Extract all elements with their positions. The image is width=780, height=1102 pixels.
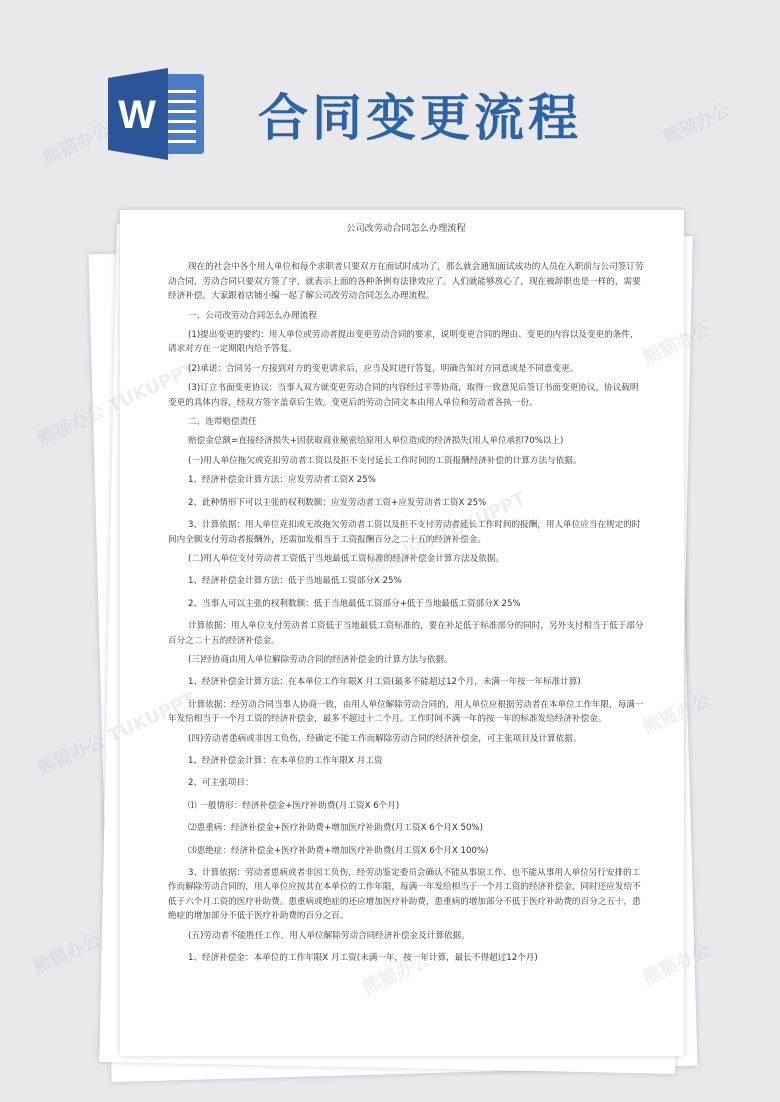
paragraph: 2、当事人可以主张的权利数额：低于当地最低工资部分+低于当地最低工资部分X 25% bbox=[188, 598, 521, 609]
paragraph: ⑶患绝症：经济补偿金+医疗补助费+增加医疗补助费(月工资X 6个月X 100%) bbox=[188, 845, 489, 856]
watermark: 熊猫办公 bbox=[34, 730, 109, 781]
paragraph: ⑴ 一般情形：经济补偿金+医疗补助费(月工资X 6个月) bbox=[188, 800, 400, 811]
paragraph: 计算依据：经劳动合同当事人协商一致，由用人单位解除劳动合同的，用人单位应根据劳动者在本单位工作年限，每满一年发给相当于一个月工资的经济补偿金，最多不超过十二个月。工作时间不满一年的按一年的标准发给经济补偿金。 bbox=[168, 699, 644, 725]
word-icon bbox=[108, 68, 208, 160]
paragraph: (四)劳动者患病或非因工负伤，经确定不能工作而解除劳动合同的经济补偿金，可主张项目及计算依据。 bbox=[188, 733, 582, 744]
document-body bbox=[168, 222, 644, 970]
paragraph: 2、可主张项目： bbox=[188, 778, 254, 789]
paragraph: (二)用人单位支付劳动者工资低于当地最低工资标准的经济补偿金计算方法及依据。 bbox=[188, 553, 505, 564]
paragraph: 1、经济补偿金计算方法：低于当地最低工资部分X 25% bbox=[188, 576, 402, 587]
word-logo-letter: W bbox=[118, 93, 156, 137]
paragraph: 3、计算依据：劳动者患病或者非因工负伤，经劳动鉴定委员会确认不能从事原工作、也不能从事用人单位另行安排的工作而解除劳动合同的，用人单位应按其在本单位的工作年限，每满一年发给相当于一个月工资的经济补偿金，同时还应发给不低于六个月工资的医疗补助费。患重病或绝症的还应增加医疗补助费，患重病的增加部分不低于医疗补助费的百分之五十，患绝症的增加部分不低于医疗补助费的百分之百。 bbox=[168, 868, 641, 922]
paragraph: (三)经协商由用人单位解除劳动合同的经济补偿金的计算方法与依据。 bbox=[188, 654, 453, 665]
watermark: 熊猫办公 bbox=[29, 929, 104, 980]
document-title: 公司改劳动合同怎么办理流程 bbox=[346, 223, 466, 234]
section-heading: 一、公司改劳动合同怎么办理流程 bbox=[188, 310, 317, 321]
paragraph: 计算依据：用人单位支付劳动者工资低于当地最低工资标准的，要在补足低于标准部分的同时，另外支付相当于低于部分百分之二十五的经济补偿金。 bbox=[168, 621, 644, 646]
header bbox=[0, 0, 780, 185]
paragraph: 2、此种情形下可以主张的权利数额：应发劳动者工资+应发劳动者工资X 25% bbox=[188, 497, 487, 508]
watermark: 熊猫办公 bbox=[659, 99, 734, 150]
paragraph: 1、经济补偿金计算方法：在本单位工作年限X 月工资(最多不能超过12个月，未满一年按一年标准计算) bbox=[188, 677, 581, 688]
paragraph: ⑵患重病：经济补偿金+医疗补助费+增加医疗补助费(月工资X 6个月X 50%) bbox=[188, 823, 483, 834]
section-heading: 二、连带赔偿责任 bbox=[188, 417, 257, 428]
paragraph: (一)用人单位拖欠或克扣劳动者工资以及拒不支付延长工作时间的工资报酬经济补偿的计算方法与依据。 bbox=[188, 455, 582, 466]
paragraph: (1)提出变更的要约：用人单位或劳动者提出变更劳动合同的要求，说明变更合同的理由、变更的内容以及变更的条件，请求对方在一定期限内给予答复。 bbox=[168, 330, 639, 355]
paragraph: (五)劳动者不能胜任工作，用人单位解除劳动合同经济补偿金及计算依据。 bbox=[188, 930, 470, 941]
watermark: 熊猫办公 bbox=[39, 119, 114, 170]
page-title: 合同变更流程 bbox=[258, 88, 582, 147]
paragraph: 1、经济补偿金：本单位的工作年限X 月工资(未满一年，按一年计算，最长不得超过12个月) bbox=[188, 953, 538, 964]
paragraph: (3)订立书面变更协议：当事人双方就变更劳动合同的内容经过平等协商，取得一致意见后签订书面变更协议，协议载明变更的具体内容，经双方签字盖章后生效。变更后的劳动合同文本由用人单位和劳动者各执一份。 bbox=[168, 383, 639, 408]
paragraph: 赔偿金总额=直接经济损失+因获取商业秘密给原用人单位造成的经济损失(用人单位承担70%以上) bbox=[188, 436, 564, 447]
watermark: 熊猫办公 bbox=[34, 400, 109, 451]
paragraph: 1、经济补偿金计算方法：应发劳动者工资X 25% bbox=[188, 475, 376, 486]
intro-paragraph: 现在的社会中各个用人单位和每个求职者只要双方在面试时成功了，那么就会通知面试成功的人员在入职前与公司签订劳动合同，劳动合同只要双方签了字，就表示上面的各种条例有法律效应了。人们就能够放心了，现在被辞职也是一样的，需要经济补偿。大家跟着店铺小编一起了解公司改劳动合同怎么办理流程。 bbox=[168, 262, 644, 302]
paragraph: (2)承诺：合同另一方接到对方的变更请求后，应当及时进行答复，明确告知对方同意或是不同意变更。 bbox=[188, 363, 579, 374]
paragraph: 3、计算依据：用人单位克扣或无故拖欠劳动者工资以及拒不支付劳动者延长工作时间的报酬，用人单位应当在规定的时间内全额支付劳动者报酬外，还需加发相当于工资报酬百分之二十五的经济补偿金。 bbox=[168, 520, 641, 545]
paragraph: 1、经济补偿金计算：在本单位的工作年限X 月工资 bbox=[188, 755, 383, 766]
